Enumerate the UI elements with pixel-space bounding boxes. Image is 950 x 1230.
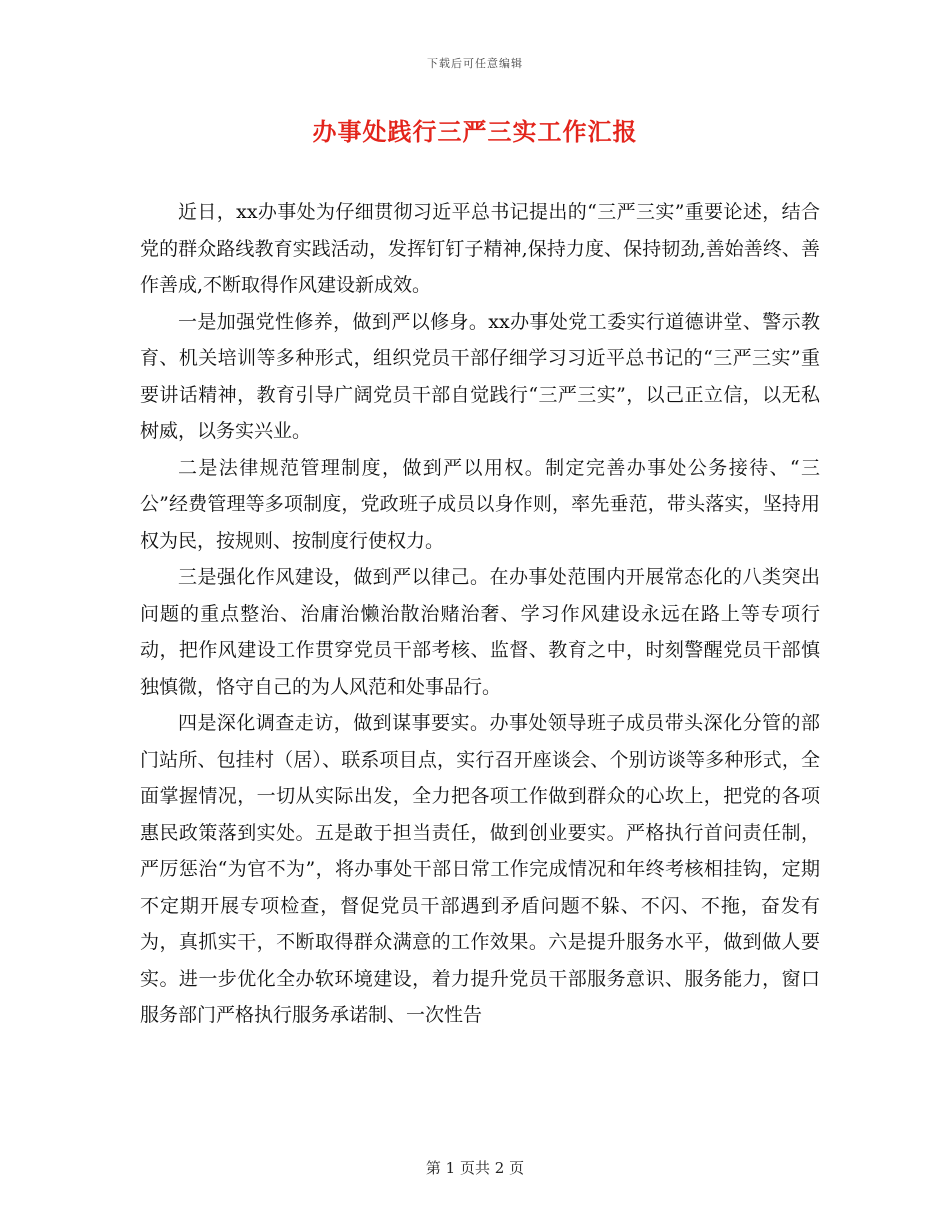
document-title: 办事处践行三严三实工作汇报 [312, 117, 638, 146]
paragraph-four: 四是深化调查走访，做到谋事要实。办事处领导班子成员带头深化分管的部门站所、包挂村（居）、联系项目点，实行召开座谈会、个别访谈等多种形式，全面掌握情况，一切从实际出发，全力把各项工作做到群众的心坎上，把党的各项惠民政策落到实处。五是敢于担当责任，做到创业要实。严格执行首问责任制，严厉惩治“为官不为”，将办事处干部日常工作完成情况和年终考核相挂钩，定期不定期开展专项检查，督促党员干部遇到矛盾问题不躲、不闪、不拖，奋发有为，真抓实干，不断取得群众满意的工作效果。六是提升服务水平，做到做人要实。进一步优化全办软环境建设，着力提升党员干部服务意识、服务能力，窗口服务部门严格执行服务承诺制、一次性告 [140, 712, 820, 1026]
paragraph-intro: 近日，xx办事处为仔细贯彻习近平总书记提出的“三严三实”重要论述，结合党的群众路线教育实践活动，发挥钉钉子精神,保持力度、保持韧劲,善始善终、善作善成,不断取得作风建设新成效。 [140, 201, 820, 296]
paragraph-three: 三是强化作风建设，做到严以律己。在办事处范围内开展常态化的八类突出问题的重点整治、治庸治懒治散治赌治奢、学习作风建设永远在路上等专项行动，把作风建设工作贯穿党员干部考核、监督、教育之中，时刻警醒党员干部慎独慎微，恪守自己的为人风范和处事品行。 [140, 566, 820, 698]
paragraph-two: 二是法律规范管理制度，做到严以用权。制定完善办事处公务接待、“三公”经费管理等多项制度，党政班子成员以身作则，率先垂范，带头落实，坚持用权为民，按规则、按制度行使权力。 [140, 456, 820, 552]
page-footer: 第 1 页共 2 页 [425, 1159, 525, 1177]
paragraph-one: 一是加强党性修养，做到严以修身。xx办事处党工委实行道德讲堂、警示教育、机关培训等多种形式，组织党员干部仔细学习习近平总书记的“三严三实”重要讲话精神，教育引导广阔党员干部自觉践行“三严三实”，以己正立信，以无私树威，以务实兴业。 [140, 310, 820, 442]
header-note: 下载后可任意编辑 [427, 57, 523, 70]
document-body [140, 194, 820, 1034]
